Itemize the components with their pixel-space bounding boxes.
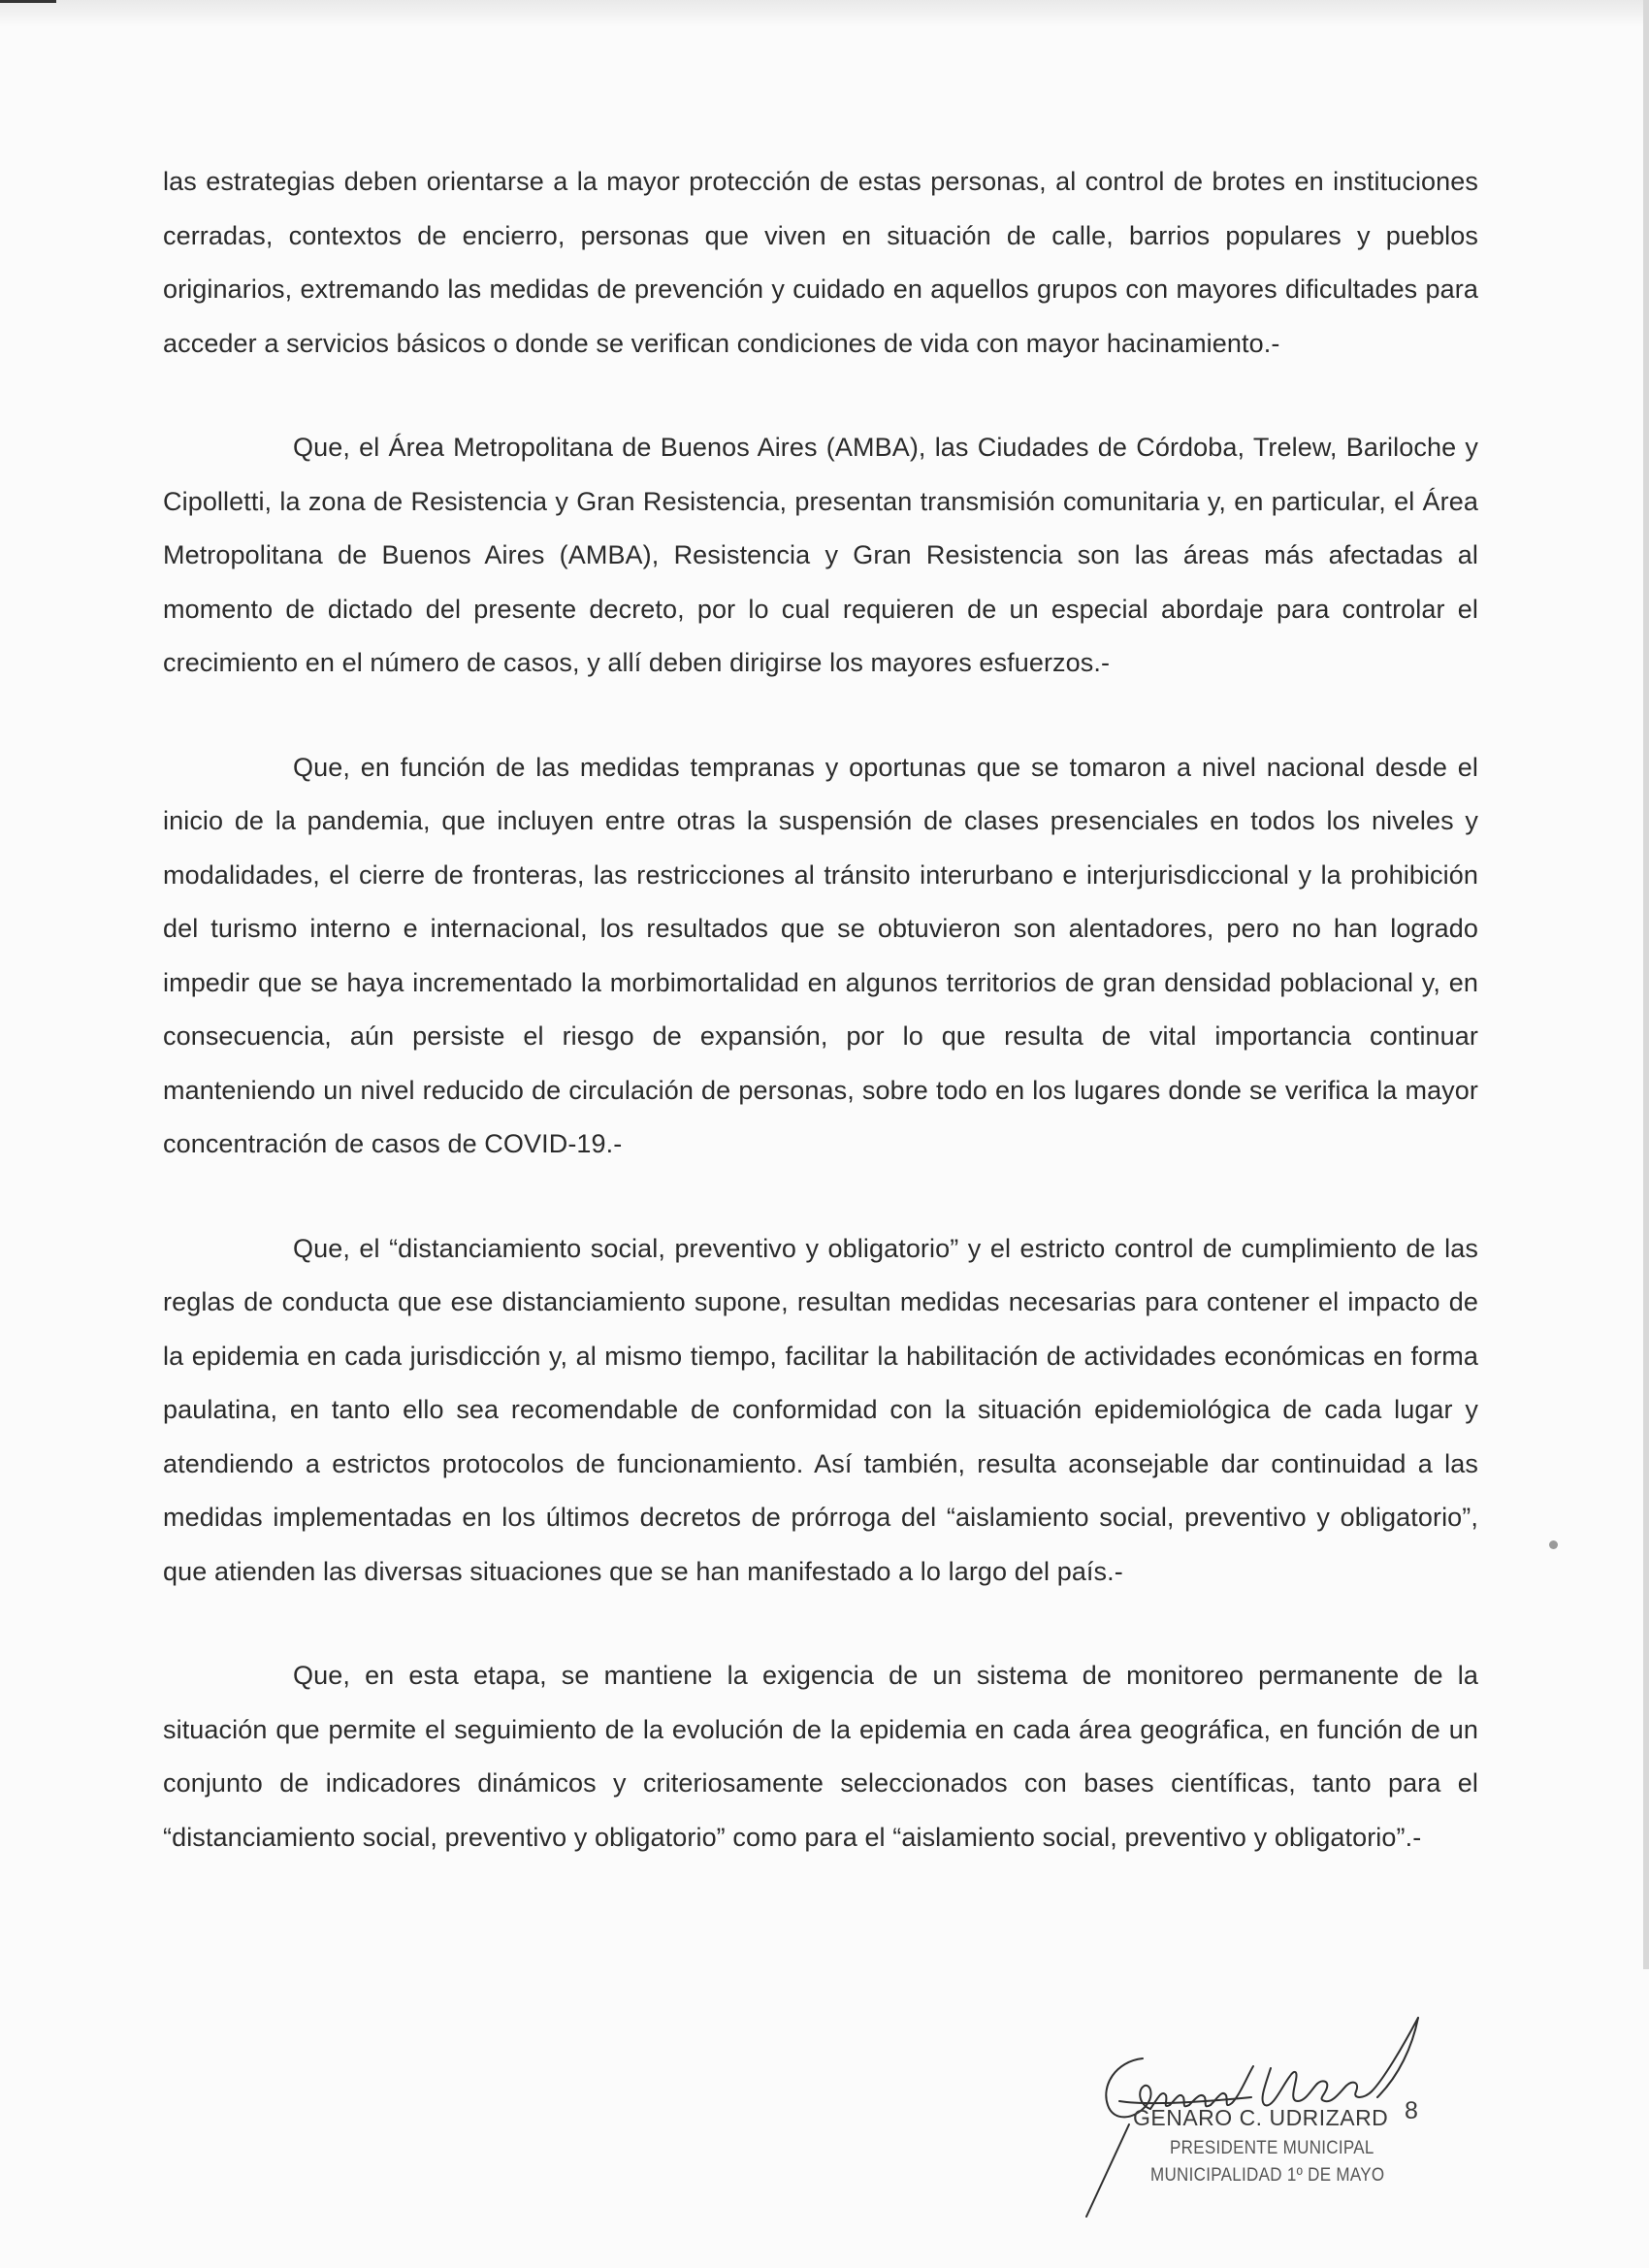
scan-shadow-right	[1643, 0, 1649, 1969]
signature-block	[1057, 2008, 1465, 2241]
signer-organization: MUNICIPALIDAD 1º DE MAYO	[1150, 2163, 1385, 2186]
scan-mark	[0, 0, 56, 3]
signer-title: PRESIDENTE MUNICIPAL	[1170, 2136, 1374, 2158]
paragraph-5: Que, en esta etapa, se mantiene la exigencia de un sistema de monitoreo permanente de la situación que permite el seguimiento de la evolución de la epidemia en cada área geográfica, en función de un conjunto de indicadores dinámicos y criteriosamente seleccionados con bases científicas, tanto para el “distanciamiento social, preventivo y obligatorio” como para el “aislamiento social, preventivo y obligatorio”.-	[163, 1661, 1478, 1852]
scan-speck	[1549, 1540, 1558, 1549]
scan-shadow-top	[0, 0, 1649, 27]
document-body	[163, 155, 1478, 1864]
paragraph-3: Que, en función de las medidas tempranas y oportunas que se tomaron a nivel nacional desde el inicio de la pandemia, que incluyen entre otras la suspensión de clases presenciales en todos los niveles y modalidades, el cierre de fronteras, las restricciones al tránsito interurbano e interjurisdiccional y la prohibición del turismo interno e internacional, los resultados que se obtuvieron son alentadores, pero no han logrado impedir que se haya incrementado la morbimortalidad en algunos territorios de gran densidad poblacional y, en consecuencia, aún persiste el riesgo de expansión, por lo que resulta de vital importancia continuar manteniendo un nivel reducido de circulación de personas, sobre todo en los lugares donde se verifica la mayor concentración de casos de COVID-19.-	[163, 752, 1478, 1158]
paragraph-4: Que, el “distanciamiento social, preventivo y obligatorio” y el estricto control de cumplimiento de las reglas de conducta que ese distanciamiento supone, resultan medidas necesarias para contener el impacto de la epidemia en cada jurisdicción y, al mismo tiempo, facilitar la habilitación de actividades económicas en forma paulatina, en tanto ello sea recomendable de conformidad con la situación epidemiológica de cada lugar y atendiendo a estrictos protocolos de funcionamiento. Así también, resulta aconsejable dar continuidad a las medidas implementadas en los últimos decretos de prórroga del “aislamiento social, preventivo y obligatorio”, que atienden las diversas situaciones que se han manifestado a lo largo del país.-	[163, 1233, 1478, 1586]
paragraph-2: Que, el Área Metropolitana de Buenos Aires (AMBA), las Ciudades de Córdoba, Trelew, Bariloche y Cipolletti, la zona de Resistencia y Gran Resistencia, presentan transmisión comunitaria y, en particular, el Área Metropolitana de Buenos Aires (AMBA), Resistencia y Gran Resistencia son las áreas más afectadas al momento de dictado del presente decreto, por lo cual requieren de un especial abordaje para controlar el crecimiento en el número de casos, y allí deben dirigirse los mayores esfuerzos.-	[163, 433, 1478, 677]
paragraph-1: las estrategias deben orientarse a la mayor protección de estas personas, al control de brotes en instituciones cerradas, contextos de encierro, personas que viven en situación de calle, barrios populares y pueblos originarios, extremando las medidas de prevención y cuidado en aquellos grupos con mayores dificultades para acceder a servicios básicos o donde se verifican condiciones de vida con mayor hacinamiento.-	[163, 167, 1478, 358]
signer-name: GENARO C. UDRIZARD	[1133, 2105, 1389, 2130]
page-number: 8	[1405, 2097, 1418, 2124]
